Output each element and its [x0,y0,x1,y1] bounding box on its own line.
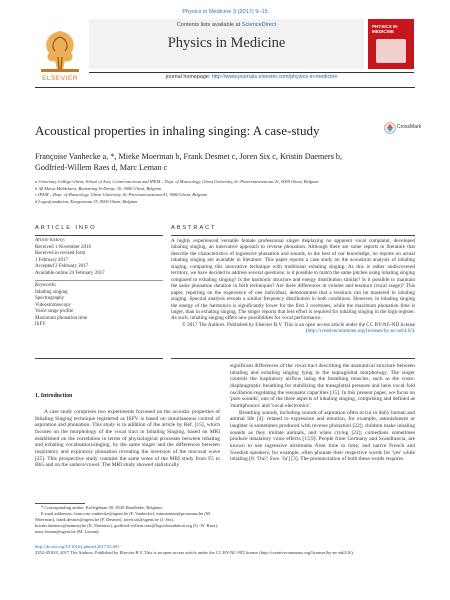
cover-title: PHYSICS IN MEDICINE [372,24,398,34]
homepage-line [89,74,414,80]
body-paragraph: significant differences of the vocal tract describing the anatomical structure between inhaling and exhaling singing lying in the supraglottal morphology. The singer controls the inspiratory airflow using the breathing muscles, such as the costo-diaphragmatic breathing for stabilizing the transglottal pressure and hens vocal fold oscillation regulating the resonator capacities [15]. In this present paper, we focus on 'pure sounds', one of the three aspects of inhaling singing, comprising and defined as 'multiphonics' and 'vocal electronics'. [230,363,415,409]
crossmark-label: CrossMark [397,124,422,130]
info-bottom-rule [35,358,163,359]
article-info-heading: ARTICLE INFO [35,225,97,231]
article-history [35,238,163,277]
abstract-body [171,238,415,335]
license-line [171,322,415,335]
homepage-link[interactable]: http://www.journals.elsevier.com/physics-in-medicine [211,74,338,80]
keyword-item: Maximum phonation time [35,315,88,321]
journal-title-panel [89,19,364,69]
affiliation-a: a University College Ghent, School of Arts, Conservatorium and IPEM – Dept. of Musicology, Ghent University, St.-Pietersnieuwstraat 41, 9000 Ghent, Belgium [35,179,319,184]
keywords [35,283,163,329]
rights-statement: 2352-4510/© 2017 The Authors. Published by Elsevier B.V. This is an open access article under the CC BY-NC-ND license (http://creativecommons.org/licenses/by-nc-nd/4.0/). [35,550,354,555]
doi-link[interactable]: http://dx.doi.org/10.1016/j.phmed.2017.02.001 [35,544,120,549]
keyword-item: Videostroboscopy [35,302,72,308]
keyword-item: Spectrography [35,296,65,301]
crossmark-badge[interactable] [384,121,422,145]
abstract-top-rule [171,235,415,236]
article-title: Acoustical properties in inhaling singing: A case-study [35,123,320,138]
license-link[interactable]: http://creativecommons.org/licenses/by-nc-nd/4.0/ [307,328,412,335]
introduction-heading: 1. Introduction [35,393,73,399]
footnote-rule [35,503,85,504]
abstract-bottom-rule [171,358,415,359]
authors-line-1: Françoise Vanhecke a, *, Mieke Moerman b, Frank Desmet c, Joren Six c, Kristin Daemers b, [35,152,343,161]
sciencedirect-link[interactable]: ScienceDirect [241,22,277,28]
affiliations [35,179,415,205]
contents-prefix: Contents lists available at [176,22,242,28]
journal-header [35,19,415,85]
corresponding-author-note: * Corresponding author. Kollegelaan 50, 8530 Harelbeke, Belgium. [41,505,163,510]
history-item: Received in revised form [35,251,86,256]
cover-image [376,39,406,63]
elsevier-logo [35,23,85,85]
elsevier-wordmark: ELSEVIER [42,75,78,82]
author-list [35,151,390,173]
history-title: Article history: [35,238,66,243]
crossmark-icon [384,121,396,135]
keyword-item: ISFV [35,322,46,327]
history-item: Accepted 2 February 2017 [35,264,89,269]
journal-citation[interactable]: Physics in Medicine 3 (2017) 9–15 [182,9,268,15]
info-top-rule [35,235,163,236]
body-paragraph: Breathing sounds, including sounds of aspiration often occur in daily human and animal life [4]: related to expression and emotion, for example, astonishment or laughter is sometimes produced with reverse phonation [22]; children make inhaling sounds as they imitate animals, and when crying [22]; comedians sometimes produce inhalatory voice effects [13,9]. People from Germany and Scandinavia, are known to use ingressive airstreams from time to time; and native French and Swedish speakers, for example, often phonate their respective words for 'yes' while inhaling [8: 'Oui'; Swe. 'Ja'] [3]. The pronunciation of both these words requires [230,409,415,463]
license-prefix: © 2017 The Authors. Published by Elsevier B.V. This is an open access article under the CC BY-NC-ND license ( [181,321,415,335]
body-paragraph: A case study comprises two experiments focussed on the acoustic properties of Inhaling Singing technique registered as ISFV is based on simultaneous control of aspiration and phonation. This study is in addition of the article by Ref. [15], which focuses on the morphology of the vocal tract in Inhaling Singing, based on MRI established on the correlation in terms of physiological processes between inhaling and exhaling vocalisation/singing, by the same singer and the differences between inspiratory and expiratory phonation revealing the inversion of the mucosal wave [25]. This prospective study contains the same notes of the MRI study from F5 to Bb5 and on the same/a/vowel. The MRI study showed statistically [35,409,220,469]
header-rule [35,87,415,88]
journal-title: Physics in Medicine [167,35,286,51]
info-divider [35,280,163,281]
doi-block [35,544,425,556]
abstract-text: A highly experienced versatile female professional singer displaying no apparent vocal complaint, developed inhaling singing, an innovative approach to reverse phonation. Although there are some reports in literature that describe the characteristics of ingressive phonation and sounds, to the best of our knowledge, no reports on actual inhaling singing are available in literature. This paper reports a case study on the acoustical analysis of inhaling singing, comparing this innovative technique with traditional exhaling singing. As this is rather undiscovered territory, we have decided to address several questions: is it possible to match the same pitches using inhaling singing compared to exhaling singing? Is the harmonic structure and energy distribution similar? Is it possible to maintain the same phonation duration in both techniques? Are there differences in volume and tessitura (vocal range)? This paper, reporting on the experience of one individual, demonstrates that a tessitura can be mastered in inhaling singing. Spectral analysis reveals a similar frequency distribution in both conditions. However, in inhaling singing the energy of the harmonics is significantly lower for the first 3 overtones, while the maximum phonation time is larger, than in exhaling singing. The singer reports that less effort is required for inhaling singing in the high register. As such, inhaling singing offers new possibilities for vocal performance. [171,238,415,322]
affiliation-b: b AZ Maria Middelares, Buitenring St-Denijs, 30, 9000 Ghent, Belgium [35,185,161,191]
license-suffix: ). [411,328,415,335]
keywords-title: Keywords: [35,283,57,288]
keyword-item: Voice range profile [35,309,74,314]
contents-line [89,22,364,28]
homepage-bar [89,72,414,83]
body-column-left [35,409,220,469]
history-item: 1 February 2017 [35,257,69,263]
journal-cover-thumbnail [368,19,414,69]
history-item: Received 1 November 2016 [35,244,91,250]
email-addresses[interactable]: E-mail addresses: francoise.vanhecke@ugent.be (F. Vanhecke), mmoerman@proximus.be (M. Moerman), frank.desmet@ugent.be (F. Desmet), joren.six@ugent.be (J. Six), kristin.daemers@azmmsj.be (K. Daemers), godfried-willem.raes@logosfoundation.org (G.-W. Raes), marc.leman@ugent.be (M. Leman). [35,510,218,534]
abstract-heading: ABSTRACT [171,225,217,231]
authors-line-2: Godfried-Willem Raes d, Marc Leman c [35,163,168,172]
body-column-right [230,363,415,463]
history-item: Available online 24 February 2017 [35,270,105,276]
homepage-label: journal homepage: [165,74,212,80]
keyword-item: Inhaling singing [35,289,68,295]
affiliation-d: d Logosfoundation, Kongostraat 35, 9000 Ghent, Belgium [35,198,138,204]
footnotes [35,505,220,535]
affiliation-c: c IPEM – Dept. of Musicology, Ghent University, St.-Pietersnieuwstraat 41, 9000 Ghent, Belgium [35,192,207,198]
